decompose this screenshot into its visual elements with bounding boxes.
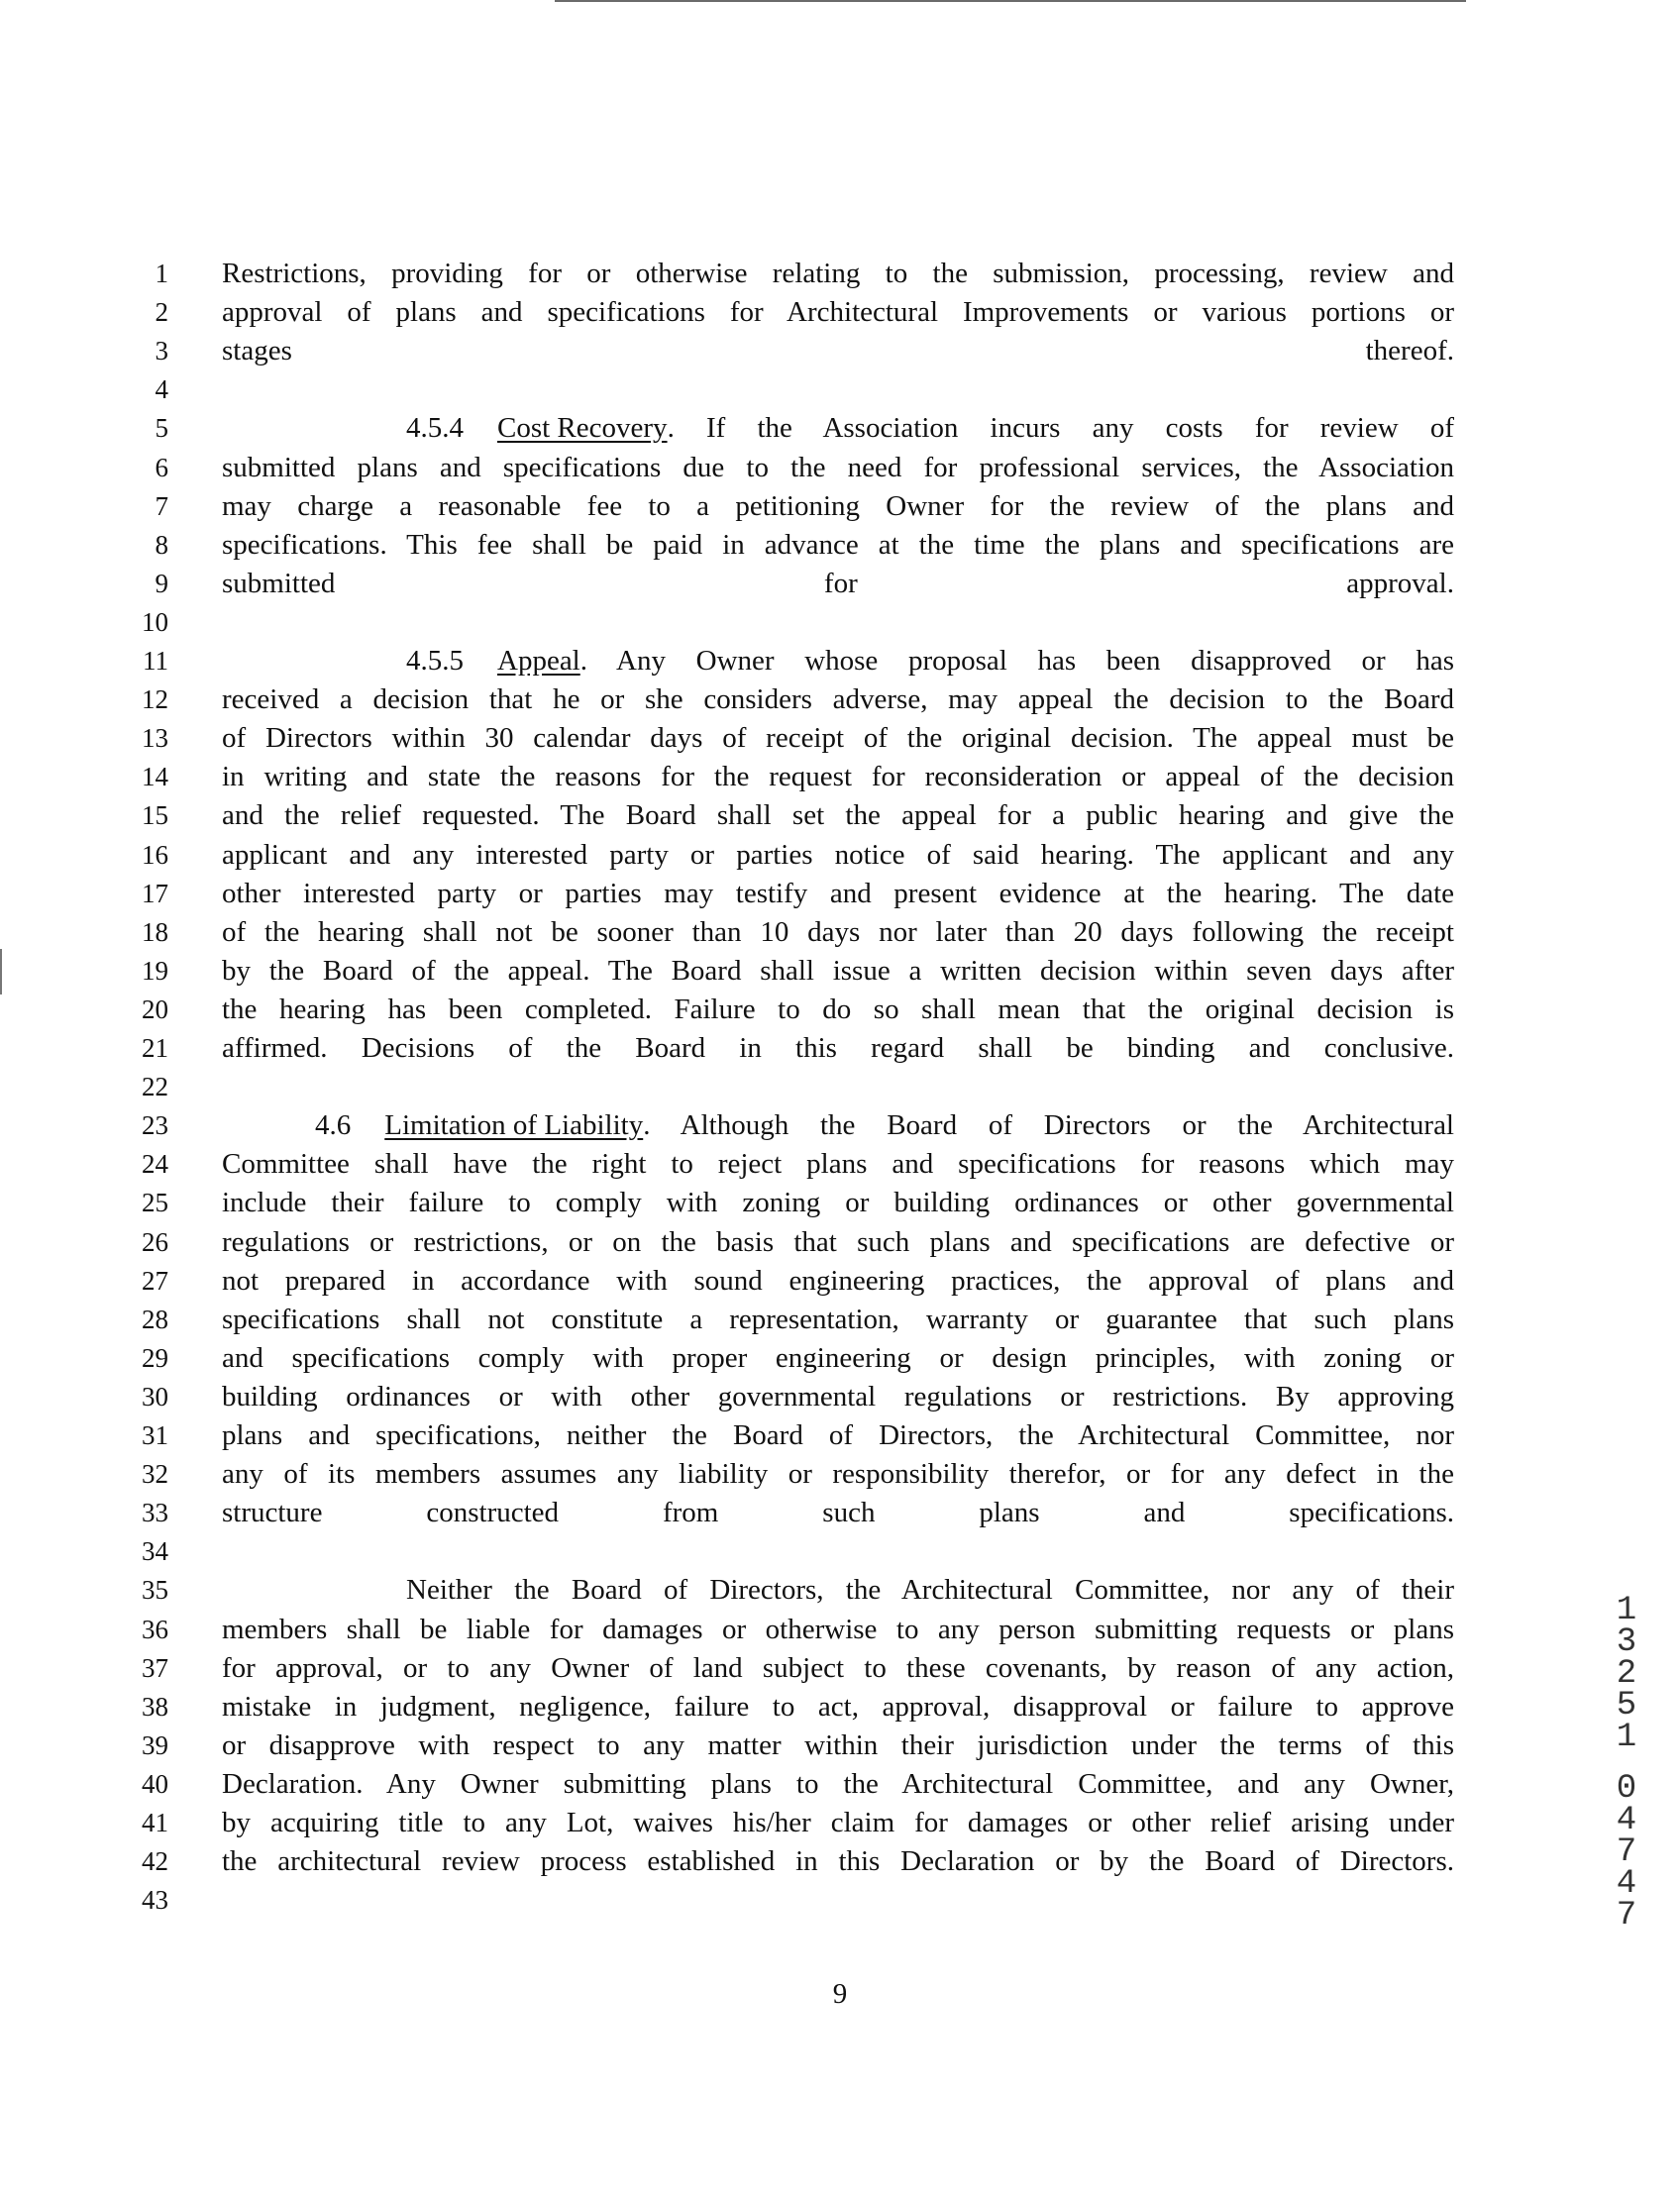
line-text xyxy=(222,1494,1454,1532)
line-text xyxy=(222,1339,1454,1378)
line-number: 39 xyxy=(142,1730,168,1760)
line-text xyxy=(222,1688,1454,1726)
line-body: . Although the Board of Directors or the Architectural xyxy=(643,1109,1454,1141)
line-text xyxy=(222,758,1454,796)
line-text xyxy=(222,1571,1454,1610)
line-body: and the relief requested. The Board shall set the appeal for a public hearing and give the xyxy=(222,799,1454,831)
line-number: 26 xyxy=(142,1227,168,1257)
document-line xyxy=(0,1611,1680,1649)
line-text xyxy=(222,642,1454,680)
document-line xyxy=(0,255,1680,293)
document-line xyxy=(0,719,1680,758)
line-body: any of its members assumes any liability or responsibility therefor, or for any defect in the xyxy=(222,1458,1454,1490)
document-line xyxy=(0,1301,1680,1339)
page-number: 9 xyxy=(832,1978,848,2010)
line-body: specifications. This fee shall be paid in advance at the time the plans and specifications are xyxy=(222,529,1454,561)
document-line xyxy=(0,1184,1680,1222)
document-line xyxy=(0,293,1680,332)
section-heading: Cost Recovery xyxy=(497,412,668,444)
line-body: Declaration. Any Owner submitting plans to the Architectural Committee, and any Owner, xyxy=(222,1768,1454,1800)
line-body: by acquiring title to any Lot, waives his/her claim for damages or other relief arising under xyxy=(222,1807,1454,1838)
line-number: 43 xyxy=(142,1885,168,1915)
line-body: in writing and state the reasons for the request for reconsideration or appeal of the decision xyxy=(222,761,1454,792)
line-text xyxy=(222,1726,1454,1765)
line-number: 42 xyxy=(142,1846,168,1876)
line-number: 36 xyxy=(142,1615,168,1644)
line-text xyxy=(222,1455,1454,1494)
line-text xyxy=(222,1301,1454,1339)
line-number: 12 xyxy=(142,684,168,714)
line-number: 13 xyxy=(142,723,168,753)
line-body: include their failure to comply with zoning or building ordinances or other governmental xyxy=(222,1187,1454,1218)
line-body: regulations or restrictions, or on the basis that such plans and specifications are defective or xyxy=(222,1226,1454,1258)
line-body: submitted for approval. xyxy=(222,568,1454,599)
line-number: 30 xyxy=(142,1382,168,1412)
line-number: 37 xyxy=(142,1653,168,1683)
line-number: 28 xyxy=(142,1305,168,1334)
line-text xyxy=(222,1378,1454,1416)
line-text xyxy=(222,1804,1454,1842)
line-body: approval of plans and specifications for Architectural Improvements or various portions or xyxy=(222,296,1454,328)
line-number: 27 xyxy=(142,1266,168,1296)
line-number: 31 xyxy=(142,1420,168,1450)
line-body: mistake in judgment, negligence, failure to act, approval, disapproval or failure to approve xyxy=(222,1691,1454,1723)
line-text xyxy=(222,1106,1454,1145)
document-line xyxy=(0,1378,1680,1416)
document-line xyxy=(0,1416,1680,1455)
recording-stamp-upper: 13251 xyxy=(1616,1592,1637,1756)
document-line xyxy=(0,1726,1680,1765)
line-body: stages thereof. xyxy=(222,335,1454,366)
line-number: 5 xyxy=(155,413,168,443)
line-text xyxy=(222,255,1454,293)
line-body: Committee shall have the right to reject plans and specifications for reasons which may xyxy=(222,1148,1454,1180)
line-body: not prepared in accordance with sound engineering practices, the approval of plans and xyxy=(222,1265,1454,1297)
line-body: structure constructed from such plans and specifications. xyxy=(222,1497,1454,1528)
document-line xyxy=(0,1571,1680,1610)
line-text xyxy=(222,526,1454,565)
line-text xyxy=(222,991,1454,1029)
document-line xyxy=(0,1532,1680,1571)
line-number: 23 xyxy=(142,1110,168,1140)
line-body: submitted plans and specifications due to the need for professional services, the Association xyxy=(222,452,1454,483)
document-line xyxy=(0,1688,1680,1726)
line-number: 21 xyxy=(142,1033,168,1063)
line-number: 14 xyxy=(142,762,168,791)
scan-edge-top xyxy=(555,0,1466,2)
document-line xyxy=(0,1068,1680,1106)
line-number: 35 xyxy=(142,1575,168,1605)
document-line xyxy=(0,370,1680,409)
line-text xyxy=(222,913,1454,952)
document-line xyxy=(0,758,1680,796)
line-body: or disapprove with respect to any matter within their jurisdiction under the terms of this xyxy=(222,1729,1454,1761)
line-number: 33 xyxy=(142,1498,168,1527)
line-body: of Directors within 30 calendar days of receipt of the original decision. The appeal must be xyxy=(222,722,1454,754)
document-line xyxy=(0,1339,1680,1378)
line-text xyxy=(222,719,1454,758)
line-text xyxy=(222,409,1454,448)
line-body: plans and specifications, neither the Board of Directors, the Architectural Committee, nor xyxy=(222,1419,1454,1451)
line-text xyxy=(222,796,1454,835)
line-number: 25 xyxy=(142,1188,168,1217)
document-line xyxy=(0,332,1680,370)
line-body: specifications shall not constitute a representation, warranty or guarantee that such plans xyxy=(222,1304,1454,1335)
line-number: 8 xyxy=(155,530,168,560)
line-text xyxy=(222,1649,1454,1688)
line-body: other interested party or parties may testify and present evidence at the hearing. The date xyxy=(222,878,1454,909)
line-number: 32 xyxy=(142,1459,168,1489)
line-number: 17 xyxy=(142,879,168,908)
line-body: and specifications comply with proper engineering or design principles, with zoning or xyxy=(222,1342,1454,1374)
line-number: 40 xyxy=(142,1769,168,1799)
document-line xyxy=(0,1106,1680,1145)
line-number: 29 xyxy=(142,1343,168,1373)
line-body: applicant and any interested party or parties notice of said hearing. The applicant and any xyxy=(222,839,1454,871)
line-number: 22 xyxy=(142,1072,168,1101)
line-number: 9 xyxy=(155,569,168,598)
line-body: the architectural review process established in this Declaration or by the Board of Directors. xyxy=(222,1845,1454,1877)
line-text xyxy=(222,1145,1454,1184)
document-line xyxy=(0,875,1680,913)
document-line xyxy=(0,952,1680,991)
line-number: 20 xyxy=(142,994,168,1024)
line-number: 11 xyxy=(143,646,168,676)
line-number: 24 xyxy=(142,1149,168,1179)
section-number: 4.5.4 xyxy=(406,412,464,444)
document-line xyxy=(0,1842,1680,1881)
document-line xyxy=(0,1494,1680,1532)
line-text xyxy=(222,875,1454,913)
line-body: . Any Owner whose proposal has been disapproved or has xyxy=(579,645,1454,677)
document-line xyxy=(0,1223,1680,1262)
line-text xyxy=(222,332,1454,370)
recording-stamp-lower: 04747 xyxy=(1616,1770,1637,1935)
document-line xyxy=(0,1649,1680,1688)
line-text xyxy=(222,680,1454,719)
document-line xyxy=(0,1804,1680,1842)
line-number: 34 xyxy=(142,1536,168,1566)
document-line xyxy=(0,449,1680,487)
document-line xyxy=(0,1881,1680,1920)
document-line xyxy=(0,565,1680,603)
line-body: received a decision that he or she considers adverse, may appeal the decision to the Board xyxy=(222,683,1454,715)
line-number: 2 xyxy=(155,297,168,327)
document-line xyxy=(0,603,1680,642)
document-line xyxy=(0,1029,1680,1068)
document-line xyxy=(0,526,1680,565)
line-body: building ordinances or with other governmental regulations or restrictions. By approving xyxy=(222,1381,1454,1412)
line-number: 16 xyxy=(142,840,168,870)
line-text xyxy=(222,487,1454,526)
line-text xyxy=(222,565,1454,603)
document-line xyxy=(0,1455,1680,1494)
line-body: Restrictions, providing for or otherwise relating to the submission, processing, review and xyxy=(222,258,1454,289)
line-number: 6 xyxy=(155,453,168,482)
line-number: 18 xyxy=(142,917,168,947)
line-text xyxy=(222,1842,1454,1881)
line-number: 7 xyxy=(155,491,168,521)
line-text xyxy=(222,449,1454,487)
document-line xyxy=(0,409,1680,448)
document-line xyxy=(0,991,1680,1029)
line-body: of the hearing shall not be sooner than 10 days nor later than 20 days following the receipt xyxy=(222,916,1454,948)
line-body: members shall be liable for damages or otherwise to any person submitting requests or plans xyxy=(222,1614,1454,1645)
document-line xyxy=(0,796,1680,835)
document-line xyxy=(0,642,1680,680)
line-text xyxy=(222,1765,1454,1804)
line-number: 10 xyxy=(142,607,168,637)
line-text xyxy=(222,1223,1454,1262)
document-line xyxy=(0,487,1680,526)
line-body: affirmed. Decisions of the Board in this regard shall be binding and conclusive. xyxy=(222,1032,1454,1064)
section-number: 4.6 xyxy=(315,1109,352,1141)
section-heading: Limitation of Liability xyxy=(384,1109,644,1141)
line-body: . If the Association incurs any costs for review of xyxy=(667,412,1454,444)
line-number: 19 xyxy=(142,956,168,986)
line-number: 41 xyxy=(142,1808,168,1837)
line-body: for approval, or to any Owner of land subject to these covenants, by reason of any action, xyxy=(222,1652,1454,1684)
line-text xyxy=(222,1262,1454,1301)
line-number: 1 xyxy=(155,259,168,288)
line-text xyxy=(222,1611,1454,1649)
document-line xyxy=(0,1145,1680,1184)
line-body: Neither the Board of Directors, the Architectural Committee, nor any of their xyxy=(406,1574,1454,1606)
line-body: may charge a reasonable fee to a petitioning Owner for the review of the plans and xyxy=(222,490,1454,522)
line-text xyxy=(222,1416,1454,1455)
section-number: 4.5.5 xyxy=(406,645,464,677)
line-number: 15 xyxy=(142,800,168,830)
section-heading: Appeal xyxy=(497,645,580,677)
line-text xyxy=(222,836,1454,875)
line-number: 38 xyxy=(142,1692,168,1722)
line-number: 3 xyxy=(155,336,168,366)
line-text xyxy=(222,1029,1454,1068)
document-line xyxy=(0,836,1680,875)
document-line xyxy=(0,680,1680,719)
line-body: the hearing has been completed. Failure to do so shall mean that the original decision is xyxy=(222,994,1454,1025)
line-text xyxy=(222,293,1454,332)
line-text xyxy=(222,1184,1454,1222)
document-line xyxy=(0,1262,1680,1301)
document-line xyxy=(0,1765,1680,1804)
line-text xyxy=(222,952,1454,991)
line-number: 4 xyxy=(155,374,168,404)
document-line xyxy=(0,913,1680,952)
line-body: by the Board of the appeal. The Board shall issue a written decision within seven days after xyxy=(222,955,1454,987)
